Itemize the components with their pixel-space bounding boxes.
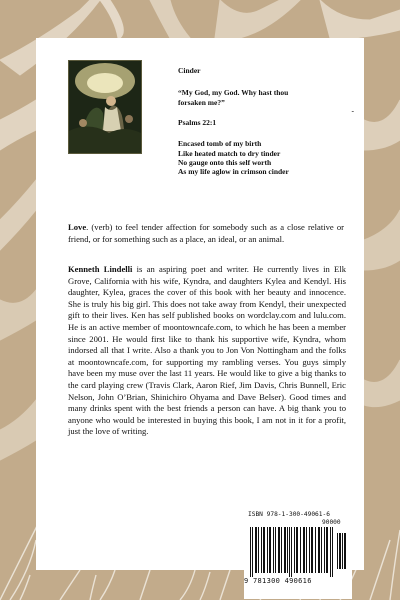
poem-line: Like heated match to dry tinder [178, 148, 281, 158]
ean-digits: 9 781300 490616 [244, 577, 312, 585]
isbn-number: ISBN 978-1-300-49061-6 [248, 511, 330, 518]
author-bio [68, 264, 346, 438]
barcode-bars [248, 527, 348, 577]
epigraph-reference: Psalms 22:1 [178, 118, 217, 128]
love-word: Love [68, 222, 87, 232]
religious-painting-image [68, 60, 142, 154]
poem-epigraph-line-2: forsaken me?” [178, 97, 225, 107]
love-definition-text: . (verb) to feel tender affection for somebody such as a close relative or friend, or for something such as a place, an ideal, or an animal. [68, 222, 344, 244]
isbn-barcode [244, 509, 352, 599]
poem-line: Encased tomb of my birth [178, 139, 262, 149]
poem-line: No gauge onto this self worth [178, 158, 272, 168]
poem-title: Cinder [178, 66, 201, 75]
poem-epigraph-line-1: “My God, my God. Why hast thou [178, 88, 289, 98]
author-bio-text: is an aspiring poet and writer. He currently lives in Elk Grove, California with his wife, Kyndra, and daughters Kylea and Kendyl. His daughter, Kylea, graces the cover of this book with her beauty and innocence. She is truly his big girl. This does not take away from Kendyl, their unexpected gift to their lives. Ken has self published books on wordclay.com and lulu.com. He is an active member of moontowncafe.com, to which he has been a member since 2001. He would first like to thank his supportive wife, Kyndra, whom indorsed all that I write. Also a thank you to Jon Von Nottingham and the folks at moontowncafe.com, for supporting my rambling verses. You guys simply have been my muse over the last 11 years. He would like to give a big thanks to the card playing crew (Travis Clark, Aaron Rief, Jim Davis, Chris Bunnell, Eric Nelson, John O’Brian, Shinichiro Ohyama and Dave Belser). Good times and many drinks spent with the best friends a person can have. A big thank you to anyone who would be interested in buying this book, I am not in it for a profit, just the love of writing. [68, 264, 346, 437]
love-definition [68, 222, 344, 245]
epigraph-dash: - [351, 105, 354, 115]
cinder-poem [178, 66, 358, 177]
poem-line: As my life aglow in crimson cinder [178, 167, 289, 177]
price-code: 90000 [322, 519, 341, 526]
author-name: Kenneth Lindelli [68, 264, 133, 274]
back-cover-panel [36, 38, 364, 585]
